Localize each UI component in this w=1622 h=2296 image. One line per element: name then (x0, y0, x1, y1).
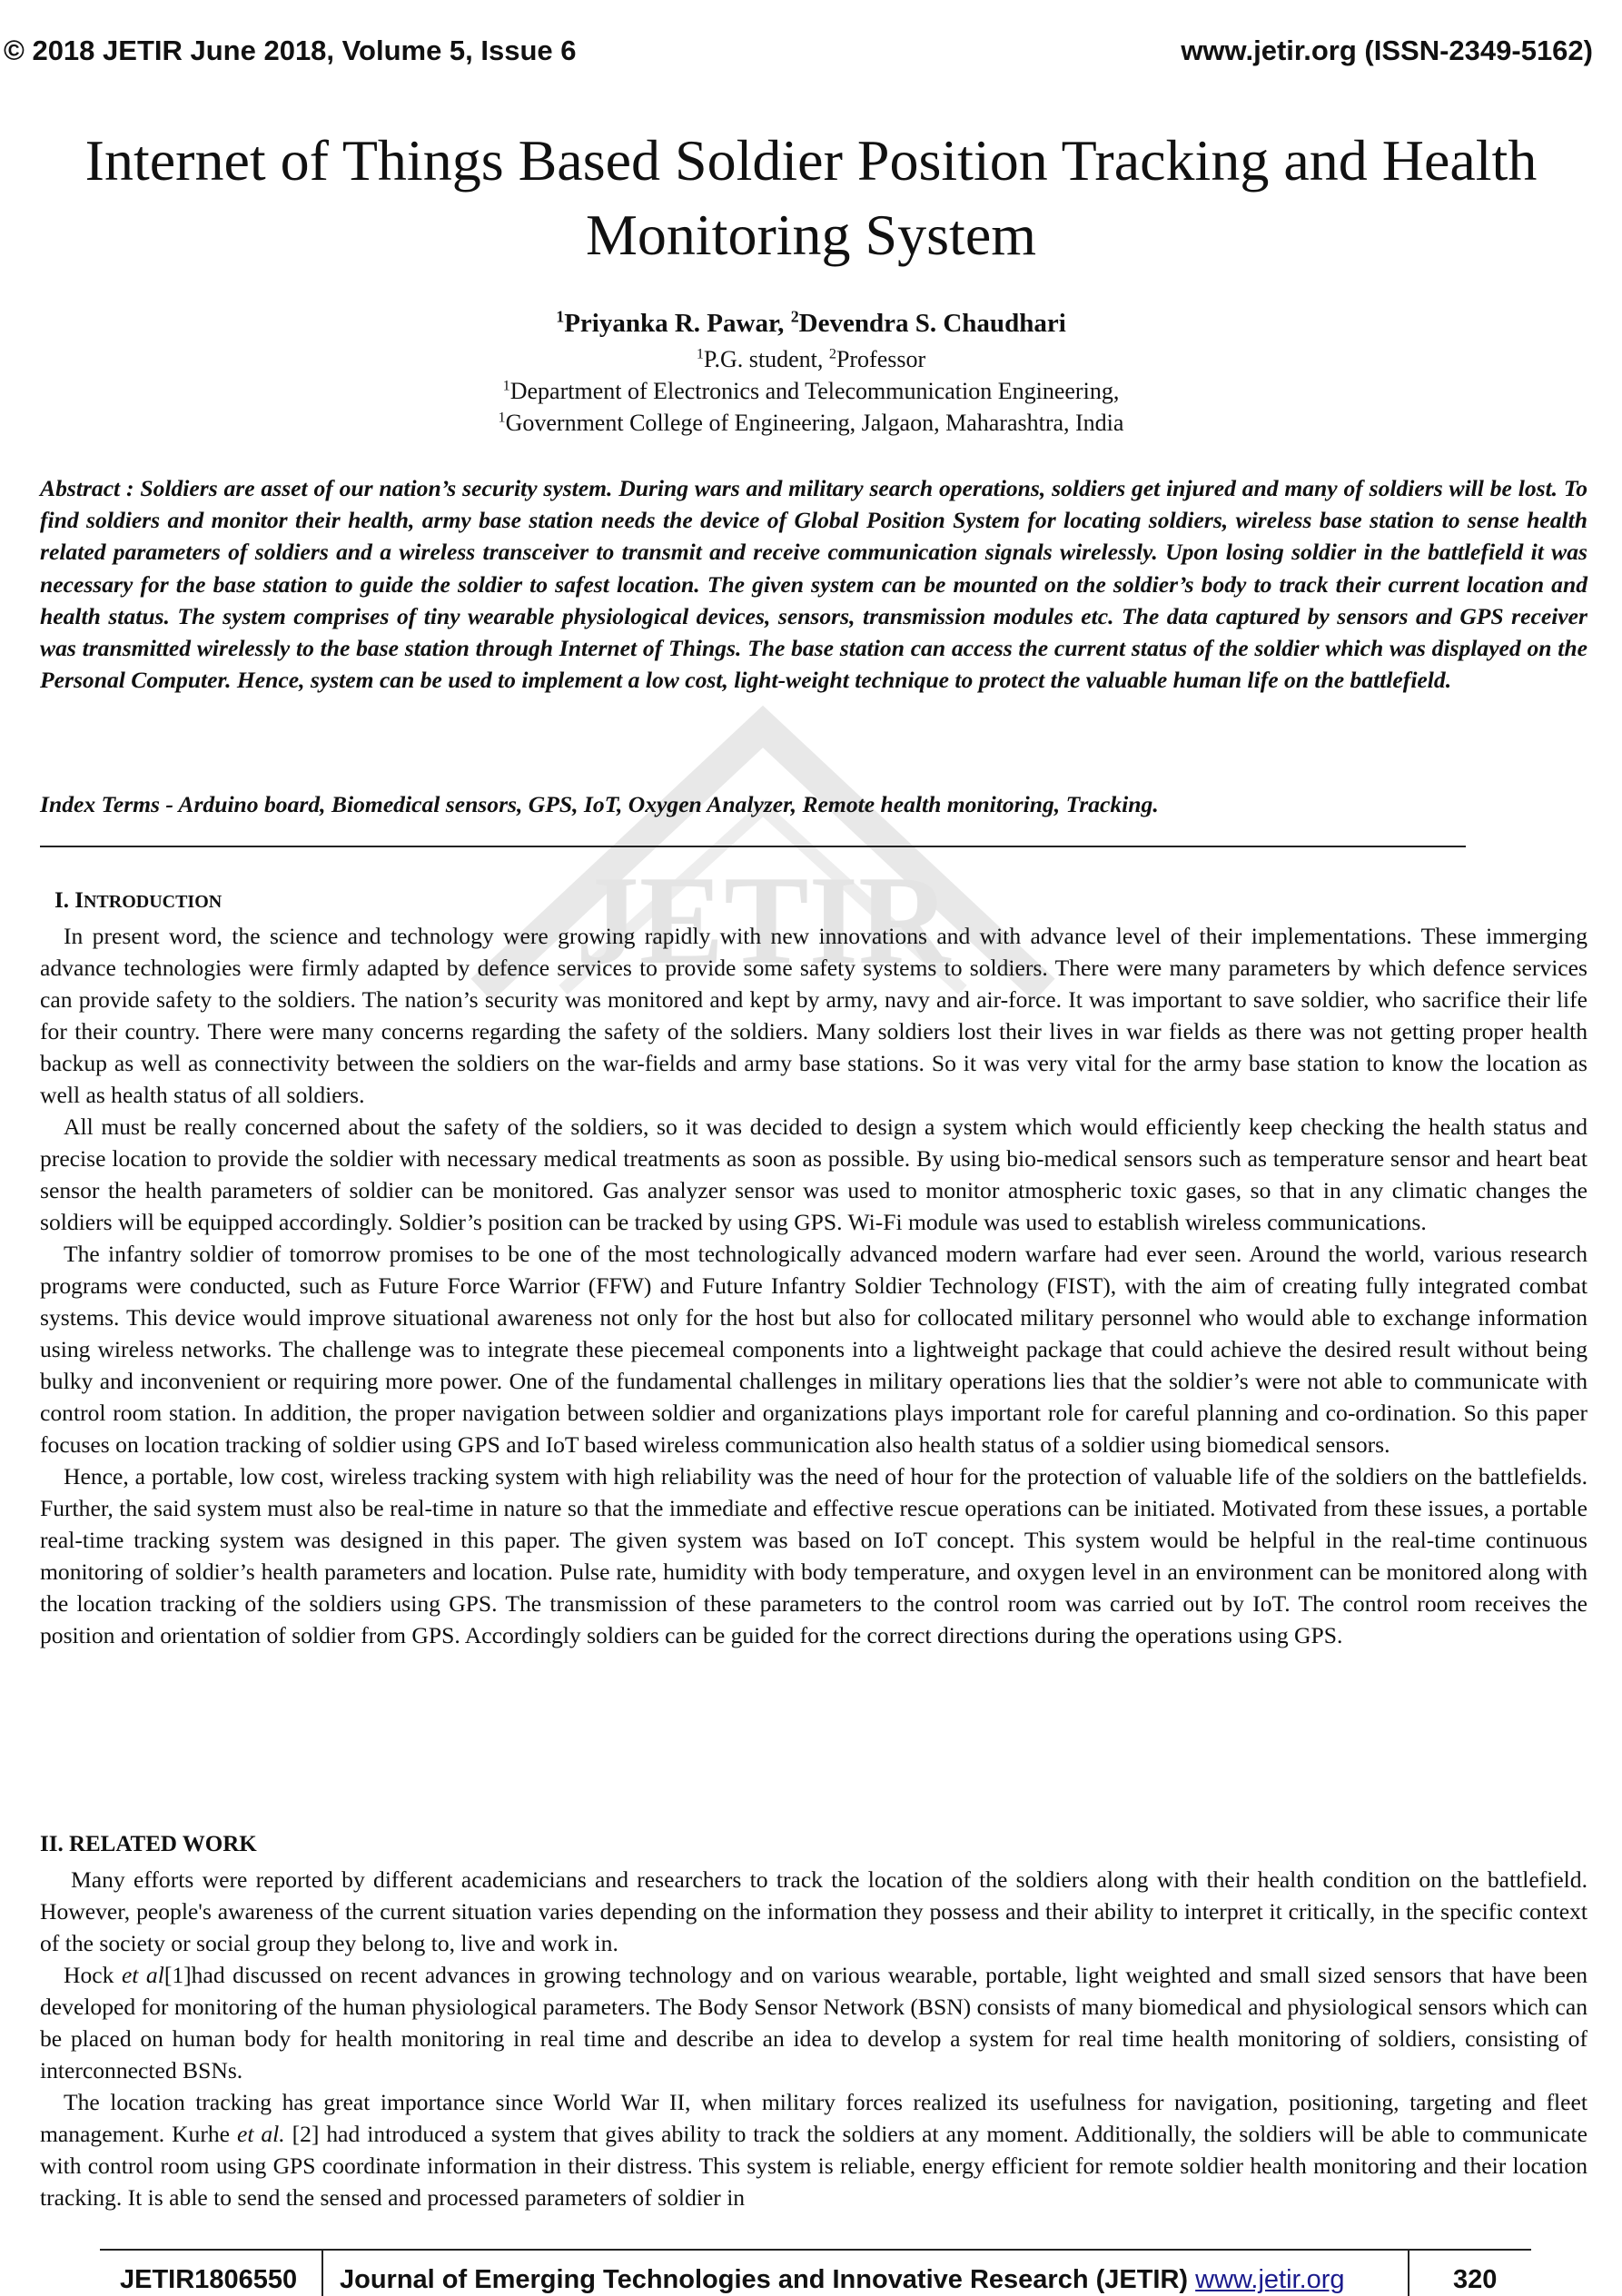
dept-text: Department of Electronics and Telecommunication Engineering, (509, 378, 1120, 404)
affiliation-college (0, 410, 1622, 437)
page-header (0, 35, 1622, 74)
paragraph-text: Hock (64, 1962, 122, 1988)
footer-separator (321, 2251, 323, 2296)
section-number: I. (54, 888, 75, 913)
page-number: 320 (1453, 2265, 1498, 2294)
role-1: P.G. student, (703, 346, 829, 372)
section-title-initial: I (74, 888, 84, 913)
author-roles (0, 346, 1622, 373)
dept-mark: 1 (502, 378, 510, 394)
index-terms: Index Terms - Arduino board, Biomedical sensors, GPS, IoT, Oxygen Analyzer, Remote health monitoring, Tracking. (40, 791, 1159, 817)
author-1: Priyanka R. Pawar, (564, 309, 791, 338)
role-mark-2: 2 (828, 346, 836, 362)
author1-affil-mark: 1 (556, 307, 565, 326)
college-mark: 1 (498, 410, 506, 426)
paper-id: JETIR1806550 (120, 2265, 298, 2294)
related-work-body (40, 1864, 1587, 2213)
journal-link[interactable]: www.jetir.org (1195, 2265, 1345, 2294)
author2-affil-mark: 2 (790, 307, 799, 326)
paragraph-text: The location tracking has great importance since World War II, when military forces realized its usefulness for navigation, positioning, targeting and fleet management. Kurhe (40, 2089, 1587, 2147)
section-heading-introduction (54, 888, 222, 914)
paragraph (40, 1959, 1587, 2086)
introduction-body (40, 920, 1587, 1651)
paragraph: In present word, the science and technology were growing rapidly with new innovations and with advance level of their implementations. These immerging advance technologies were firmly adapted by defence services to provide some safety systems to soldiers. There were many parameters by which defence services can provide safety to the soldiers. The nation’s security was monitored and kept by army, navy and air-force. It was important to save soldier, who sacrifice their life for their country. There were many concerns regarding the safety of the soldiers. Many soldiers lost their lives in war fields as there was not getting proper health backup as well as connectivity between the soldiers on the war-fields and army base stations. So it was very vital for the army base station to know the location as well as health status of all soldiers. (40, 923, 1587, 1108)
footer-separator (1408, 2251, 1409, 2296)
affiliation-department (0, 378, 1622, 405)
watermark-text: JETIR (575, 850, 951, 991)
role-2: Professor (836, 346, 926, 372)
paper-title: Internet of Things Based Soldier Position Tracking and Health Monitoring System (84, 128, 1538, 267)
header-journal-info: © 2018 JETIR June 2018, Volume 5, Issue 6 (4, 35, 577, 66)
section-title-rest: NTRODUCTION (83, 892, 223, 912)
page-footer (100, 2251, 1531, 2294)
paragraph-text: [1]had discussed on recent advances in growing technology and on various wearable, portable, light weighted and small sized sensors that have been developed for monitoring of the human physiological parameters. The Body Sensor Network (BSN) consists of many biomedical and physiological sensors which can be placed on human body for health monitoring in real time and describe an idea to develop a system for real time health monitoring of soldiers, consisting of interconnected BSNs. (40, 1962, 1588, 2083)
paragraph: Many efforts were reported by different academicians and researchers to track the location of the soldiers along with their health condition on the battlefield. However, people's awareness of the current situation varies depending on the information they possess and their ability to interpret it critically, in the specific context of the society or social group they belong to, live and work in. (40, 1866, 1587, 1956)
role-mark-1: 1 (696, 346, 704, 362)
paragraph: Hence, a portable, low cost, wireless tracking system with high reliability was the need of hour for the protection of valuable life of the soldiers on the battlefields. Further, the said system must also be real-time in nature so that the immediate and effective rescue operations can be initiated. Motivated from these issues, a portable real-time tracking system was designed in this paper. The given system was based on IoT concept. This system would be helpful in the real-time continuous monitoring of soldier’s health parameters and location. Pulse rate, humidity with body temperature, and oxygen level in an environment can be monitored along with the location tracking of the soldiers using GPS. The transmission of these parameters to the control room was carried out by IoT. The control room receives the position and orientation of soldier from GPS. Accordingly soldiers can be guided for the correct directions during the operations using GPS. (40, 1463, 1587, 1648)
paragraph: All must be really concerned about the safety of the soldiers, so it was decided to design a system which would efficiently keep checking the health status and precise location to provide the soldier with necessary medical treatments as soon as possible. By using bio-medical sensors such as temperature sensor and heart beat sensor the health parameters of soldier can be monitored. Gas analyzer sensor was used to monitor atmospheric toxic gases, so that in any climatic changes the soldiers will be equipped accordingly. Soldier’s position can be tracked by using GPS. Wi-Fi module was used to establish wireless communications. (40, 1113, 1587, 1235)
section-heading-related-work: II. RELATED WORK (40, 1832, 257, 1856)
author-list (0, 309, 1622, 339)
journal-title: Journal of Emerging Technologies and Innovative Research (JETIR) (340, 2265, 1196, 2294)
paragraph (40, 2086, 1587, 2213)
college-text: Government College of Engineering, Jalgaon, Maharashtra, India (505, 410, 1124, 436)
section-divider (40, 846, 1466, 847)
journal-name (340, 2265, 1345, 2295)
header-journal-website[interactable]: www.jetir.org (ISSN-2349-5162) (1181, 35, 1593, 66)
author-2: Devendra S. Chaudhari (798, 309, 1066, 338)
paragraph-text: [2] had introduced a system that gives ability to track the soldiers at any moment. Additionally, the soldiers will be able to communicate with control room using GPS coordinate information in their distress. This system is reliable, energy efficient for remote soldier health monitoring and their location tracking. It is able to send the sensed and processed parameters of soldier in (40, 2121, 1587, 2211)
citation-etal: et al. (236, 2121, 285, 2147)
paragraph: The infantry soldier of tomorrow promises to be one of the most technologically advanced modern warfare had ever seen. Around the world, various research programs were conducted, such as Future Force Warrior (FFW) and Future Infantry Soldier Technology (FIST), with the aim of creating fully integrated combat systems. This device would improve situational awareness not only for the host but also for collocated military personnel who would able to exchange information using wireless networks. The challenge was to integrate these piecemeal components into a lightweight package that could achieve the desired result without being bulky and inconvenient or requiring more power. One of the fundamental challenges in military operations lies that the soldier’s were not able to communicate with control room station. In addition, the proper navigation between soldier and organizations plays important role for careful planning and co-ordination. So this paper focuses on location tracking of soldier using GPS and IoT based wireless communication also health status of a soldier using biomedical sensors. (40, 1241, 1587, 1458)
abstract: Abstract : Soldiers are asset of our nation’s security system. During wars and military search operations, soldiers get injured and many of soldiers will be lost. To find soldiers and monitor their health, army base station needs the device of Global Position System for locating soldiers, wireless base station to sense health related parameters of soldiers and a wireless transceiver to transmit and receive communication signals wirelessly. Upon losing soldier in the battlefield it was necessary for the base station to guide the soldier to safest location. The given system can be mounted on the soldier’s body to track their current location and health status. The system comprises of tiny wearable physiological devices, sensors, transmission modules etc. The data captured by sensors and GPS receiver was transmitted wirelessly to the base station through Internet of Things. The base station can access the current status of the soldier which was displayed on the Personal Computer. Hence, system can be used to implement a low cost, light-weight technique to protect the valuable human life on the battlefield. (40, 475, 1587, 694)
citation-etal: et al (121, 1962, 164, 1988)
